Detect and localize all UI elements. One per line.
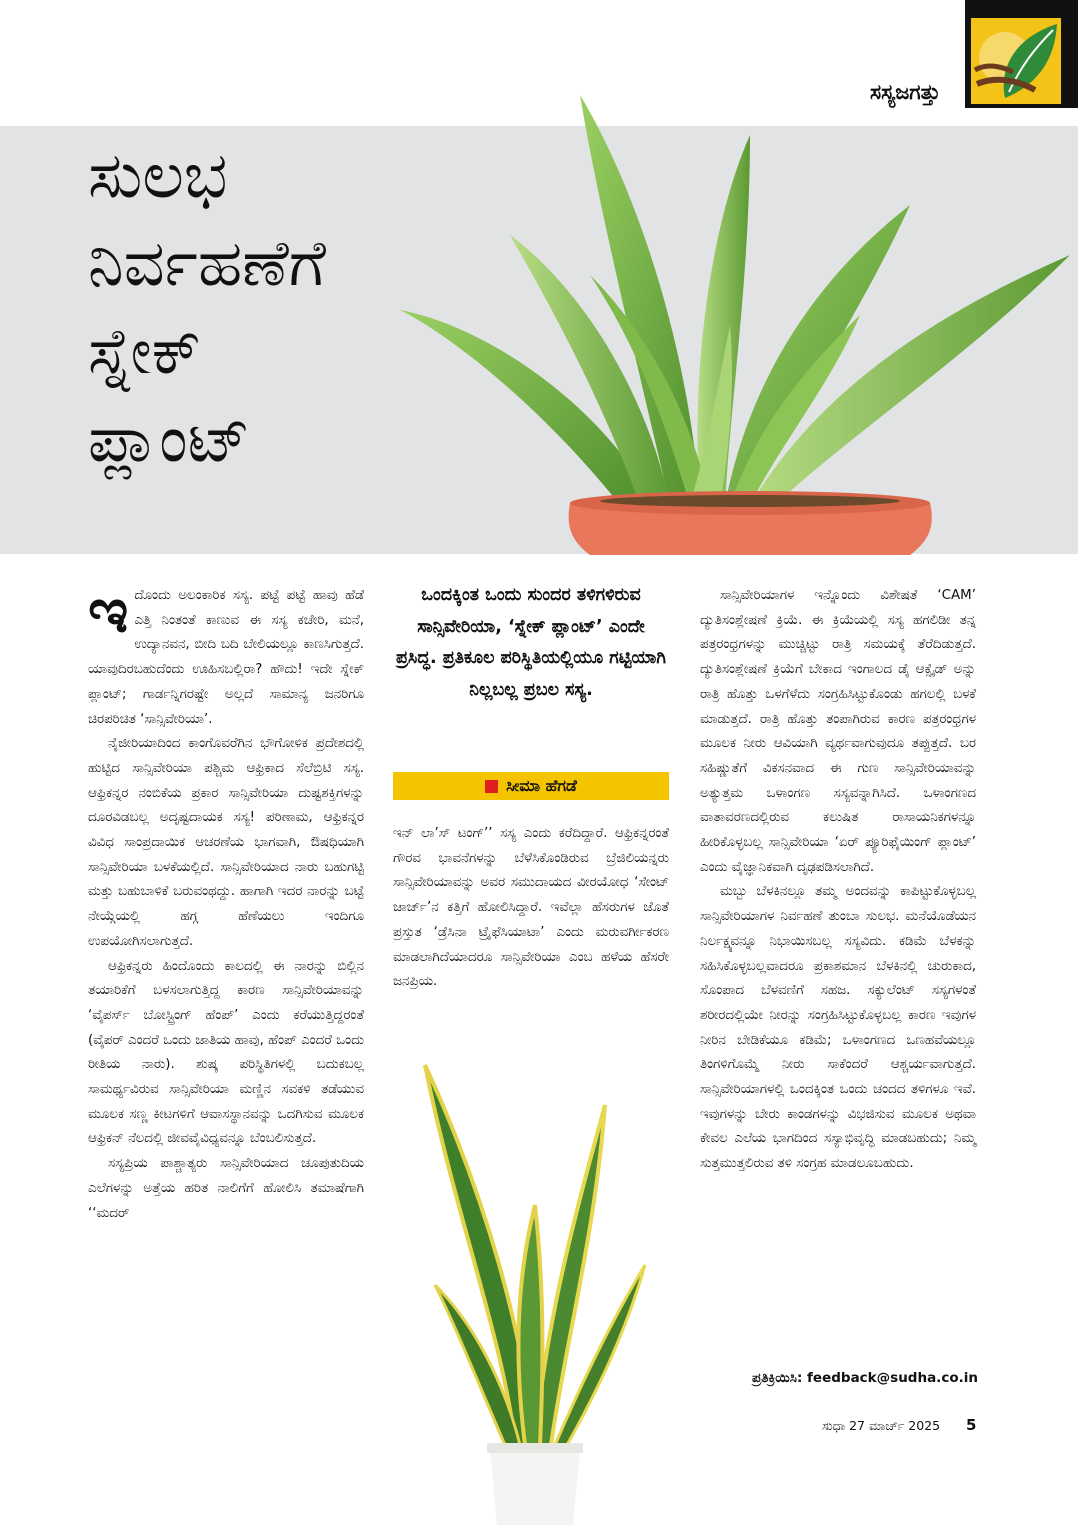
- pull-quote: ಒಂದಕ್ಕಿಂತ ಒಂದು ಸುಂದರ ತಳಿಗಳಿರುವ ಸಾನ್ಸಿವೇರಿಯಾ, ‘ಸ್ನೇಕ್ ಪ್ಲಾಂಟ್’ ಎಂದೇ ಪ್ರಸಿದ್ಧ. ಪ್ರತಿಕೂಲ ಪರಿಸ್ಥಿತಿಯಲ್ಲಿಯೂ ಗಟ್ಟಿಯಾಗಿ ನಿಲ್ಲಬಲ್ಲ ಪ್ರಬಲ ಸಸ್ಯ.: [396, 585, 666, 700]
- paragraph: ಆಫ್ರಿಕನ್ನರು ಹಿಂದೊಂದು ಕಾಲದಲ್ಲಿ ಈ ನಾರನ್ನು ಬಿಲ್ಲಿನ ತಯಾರಿಕೆಗೆ ಬಳಸಲಾಗುತ್ತಿದ್ದ ಕಾರಣ ಸಾನ್ಸಿವೇರಿಯಾವನ್ನು ‘ವೈಪರ್ಸ್ ಬೋಸ್ಟ್ರಿಂಗ್ ಹೆಂಪ್’ ಎಂದು ಕರೆಯುತ್ತಿದ್ದರಂತೆ (ವೈಪರ್ ಎಂದರೆ ಒಂದು ಜಾತಿಯ ಹಾವು, ಹೆಂಪ್ ಎಂದರೆ ಒಂದು ರೀತಿಯ ನಾರು). ಶುಷ್ಕ ಪರಿಸ್ಥಿತಿಗಳಲ್ಲಿ ಬದುಕಬಲ್ಲ ಸಾಮರ್ಥ್ಯವಿರುವ ಸಾನ್ಸಿವೇರಿಯಾ ಮಣ್ಣಿನ ಸವಕಳಿ ತಡೆಯುವ ಮೂಲಕ ಸಣ್ಣ ಕೀಟಗಳಿಗೆ ಆವಾಸಸ್ಥಾನವನ್ನು ಒದಗಿಸುವ ಮೂಲಕ ಆಫ್ರಿಕನ್ ನೆಲದಲ್ಲಿ ಜೀವವೈವಿಧ್ಯವನ್ನೂ ಬೆಂಬಲಿಸುತ್ತದೆ.: [88, 958, 364, 1147]
- headline-line-3: ಸ್ನೇಕ್: [88, 315, 202, 389]
- byline-marker: [485, 780, 498, 793]
- paragraph-text: ದೊಂದು ಅಲಂಕಾರಿಕ ಸಸ್ಯ. ಪಟ್ಟೆ ಪಟ್ಟೆ ಹಾವು ಹೆಡೆ ಎತ್ತಿ ನಿಂತಂತೆ ಕಾಣುವ ಈ ಸಸ್ಯ ಕಚೇರಿ, ಮನೆ, ಉದ್ಯಾನವನ, ಬೀದಿ ಬದಿ ಬೇಲಿಯಲ್ಲೂ ಕಾಣಸಿಗುತ್ತದೆ. ಯಾವುದಿರಬಹುದೆಂದು ಊಹಿಸಬಲ್ಲಿರಾ? ಹೌದು! ಇದೇ ಸ್ನೇಕ್ ಪ್ಲಾಂಟ್; ಗಾರ್ಡನ್ನಿಗರಷ್ಟೇ ಅಲ್ಲದೆ ಸಾಮಾನ್ಯ ಜನರಿಗೂ ಚಿರಪರಿಚಿತ ‘ಸಾನ್ಸಿವೇರಿಯಾ’.: [88, 588, 364, 727]
- article-column-3: [700, 584, 976, 1177]
- headline-line-2: ನಿರ್ವಹಣೆಗೆ: [88, 227, 326, 301]
- paragraph: ನೈಜೀರಿಯಾದಿಂದ ಕಾಂಗೊವರೆಗಿನ ಭೌಗೋಳಿಕ ಪ್ರದೇಶದಲ್ಲಿ ಹುಟ್ಟಿದ ಸಾನ್ಸಿವೇರಿಯಾ ಪಶ್ಚಿಮ ಆಫ್ರಿಕಾದ ಸೆಲೆಬ್ರಿಟಿ ಸಸ್ಯ. ಆಫ್ರಿಕನ್ನರ ನಂಬಿಕೆಯ ಪ್ರಕಾರ ಸಾನ್ಸಿವೇರಿಯಾ ದುಷ್ಟಶಕ್ತಿಗಳನ್ನು ದೂರವಿಡಬಲ್ಲ ಅದೃಷ್ಟದಾಯಕ ಸಸ್ಯ! ಪರಿಣಾಮ, ಆಫ್ರಿಕನ್ನರ ವಿವಿಧ ಸಾಂಪ್ರದಾಯಿಕ ಆಚರಣೆಯ ಭಾಗವಾಗಿ, ಔಷಧಿಯಾಗಿ ಸಾನ್ಸಿವೇರಿಯಾ ಬಳಕೆಯಲ್ಲಿದೆ. ಸಾನ್ಸಿವೇರಿಯಾದ ನಾರು ಬಹುಗಟ್ಟಿ ಮತ್ತು ಬಹುಬಾಳಿಕೆ ಬರುವಂಥದ್ದು. ಹಾಗಾಗಿ ಇದರ ನಾರನ್ನು ಬಟ್ಟೆ ನೇಯ್ಗೆಯಲ್ಲಿ ಹಗ್ಗ ಹೆಣೆಯಲು ಇಂದಿಗೂ ಉಪಯೋಗಿಸಲಾಗುತ್ತದೆ.: [88, 736, 364, 949]
- feedback-line: ಪ್ರತಿಕ್ರಿಯಿಸಿ: feedback@sudha.co.in: [752, 1370, 978, 1386]
- headline-line-4: ಪ್ಲಾಂಟ್: [88, 403, 251, 477]
- footer-publication-date: ಸುಧಾ 27 ಮಾರ್ಚ್ 2025: [822, 1418, 941, 1433]
- snake-plant-photo: [390, 75, 1078, 555]
- byline: ಸೀಮಾ ಹೆಗಡೆ: [506, 776, 577, 795]
- paragraph: ಮಬ್ಬು ಬೆಳಕಿನಲ್ಲೂ ತಮ್ಮ ಅಂದವನ್ನು ಕಾಪಿಟ್ಟುಕೊಳ್ಳಬಲ್ಲ ಸಾನ್ಸಿವೇರಿಯಾಗಳ ನಿರ್ವಹಣೆ ತುಂಬಾ ಸುಲಭ. ಮನೆಯೊಡೆಯನ ನಿರ್ಲಕ್ಷ್ಯವನ್ನೂ ನಿಭಾಯಿಸಬಲ್ಲ ಸಸ್ಯವಿದು. ಕಡಿಮೆ ಬೆಳಕನ್ನು ಸಹಿಸಿಕೊಳ್ಳಬಲ್ಲವಾದರೂ ಪ್ರಕಾಶಮಾನ ಬೆಳಕಿನಲ್ಲಿ ಚುರುಕಾದ, ಸೊಂಪಾದ ಬೆಳವಣಿಗೆ ಸಹಜ. ಸಕ್ಯುಲೆಂಟ್ ಸಸ್ಯಗಳಂತೆ ಶರೀರದಲ್ಲಿಯೇ ನೀರನ್ನು ಸಂಗ್ರಹಿಸಿಟ್ಟುಕೊಳ್ಳಬಲ್ಲ ಕಾರಣ ಇವುಗಳ ನೀರಿನ ಬೇಡಿಕೆಯೂ ಕಡಿಮೆ; ಒಳಾಂಗಣದ ಒಣಹವೆಯಲ್ಲೂ ತಿಂಗಳಿಗೊಮ್ಮೆ ನೀರು ಸಾಕೆಂದರೆ ಆಶ್ಚರ್ಯವಾಗುತ್ತದೆ. ಸಾನ್ಸಿವೇರಿಯಾಗಳಲ್ಲಿ ಒಂದಕ್ಕಿಂತ ಒಂದು ಚಂದದ ತಳಿಗಳೂ ಇವೆ. ಇವುಗಳನ್ನು ಬೇರು ಕಾಂಡಗಳನ್ನು ವಿಭಜಿಸುವ ಮೂಲಕ ಅಥವಾ ಕೇವಲ ಎಲೆಯ ಭಾಗದಿಂದ ಸಸ್ಯಾಭಿವೃದ್ಧಿ ಮಾಡಬಹುದು; ನಿಮ್ಮ ಸುತ್ತಮುತ್ತಲಿರುವ ತಳಿ ಸಂಗ್ರಹ ಮಾಡಲೂಬಹುದು.: [700, 884, 976, 1172]
- dropcap: ಇ: [88, 574, 129, 647]
- section-label: ಸಸ್ಯಜಗತ್ತು: [870, 80, 941, 104]
- article-column-1: [88, 574, 364, 1226]
- article-column-2: [393, 822, 669, 995]
- page-number: 5: [966, 1416, 977, 1434]
- paragraph: ಸಾನ್ಸಿವೇರಿಯಾಗಳ ಇನ್ನೊಂದು ವಿಶೇಷತೆ ‘CAM’ ದ್ಯುತಿಸಂಶ್ಲೇಷಣೆ ಕ್ರಿಯೆ. ಈ ಕ್ರಿಯೆಯಲ್ಲಿ ಸಸ್ಯ ಹಗಲಿಡೀ ತನ್ನ ಪತ್ರರಂಧ್ರಗಳನ್ನು ಮುಚ್ಚಿಟ್ಟು ರಾತ್ರಿ ಸಮಯಕ್ಕೆ ತೆರೆದಿಡುತ್ತದೆ. ದ್ಯುತಿಸಂಶ್ಲೇಷಣೆ ಕ್ರಿಯೆಗೆ ಬೇಕಾದ ಇಂಗಾಲದ ಡೈ ಆಕ್ಸೈಡ್ ಅನ್ನು ರಾತ್ರಿ ಹೊತ್ತು ಒಳಗೆಳೆದು ಸಂಗ್ರಹಿಸಿಟ್ಟುಕೊಂಡು ಹಗಲಲ್ಲಿ ಬಳಕೆ ಮಾಡುತ್ತದೆ. ರಾತ್ರಿ ಹೊತ್ತು ತಂಪಾಗಿರುವ ಕಾರಣ ಪತ್ರರಂಧ್ರಗಳ ಮೂಲಕ ನೀರು ಆವಿಯಾಗಿ ವ್ಯರ್ಥವಾಗುವುದೂ ತಪ್ಪುತ್ತದೆ. ಬರ ಸಹಿಷ್ಣುತೆಗೆ ವಿಕಸನವಾದ ಈ ಗುಣ ಸಾನ್ಸಿವೇರಿಯಾವನ್ನು ಅತ್ಯುತ್ತಮ ಒಳಾಂಗಣ ಸಸ್ಯವನ್ನಾಗಿಸಿದೆ. ಒಳಾಂಗಣದ ವಾತಾವರಣದಲ್ಲಿರುವ ಕಲುಷಿತ ರಾಸಾಯನಿಕಗಳನ್ನೂ ಹೀರಿಕೊಳ್ಳಬಲ್ಲ ಸಾನ್ಸಿವೇರಿಯಾ ‘ಏರ್ ಪ್ಯೂರಿಫೈಯಿಂಗ್ ಪ್ಲಾಂಟ್’ ಎಂದು ವೈಜ್ಞಾನಿಕವಾಗಿ ದೃಢಪಡಿಸಲಾಗಿದೆ.: [700, 588, 976, 875]
- byline-bar: [393, 772, 669, 800]
- paragraph: ಇನ್ ಲಾ’ಸ್ ಟಂಗ್’’ ಸಸ್ಯ ಎಂದು ಕರೆದಿದ್ದಾರೆ. ಆಫ್ರಿಕನ್ನರಂತೆ ಗೌರವ ಭಾವನೆಗಳನ್ನು ಬೆಳೆಸಿಕೊಂಡಿರುವ ಬ್ರೆಜಿಲಿಯನ್ನರು ಸಾನ್ಸಿವೇರಿಯಾವನ್ನು ಅವರ ಸಮುದಾಯದ ವೀರಯೋಧ ‘ಸೇಂಟ್ ಜಾರ್ಜ್’ನ ಕತ್ತಿಗೆ ಹೋಲಿಸಿದ್ದಾರೆ. ಇವೆಲ್ಲಾ ಹೆಸರುಗಳ ಜೊತೆ ಪ್ರಸ್ತುತ ‘ಡ್ರೆಸಿನಾ ಟ್ರೈಫೆಸಿಯಾಟಾ’ ಎಂದು ಮರುವರ್ಗೀಕರಣ ಮಾಡಲಾಗಿದೆಯಾದರೂ ಸಾನ್ಸಿವೇರಿಯಾ ಎಂಬ ಹಳೆಯ ಹೆಸರೇ ಜನಪ್ರಿಯ.: [393, 826, 669, 990]
- variegated-snake-plant-photo: [395, 1045, 675, 1525]
- paragraph: ಸಸ್ಯಪ್ರಿಯ ಪಾಶ್ಚಾತ್ಯರು ಸಾನ್ಸಿವೇರಿಯಾದ ಚೂಪುತುದಿಯ ಎಲೆಗಳನ್ನು ಅತ್ತೆಯ ಹರಿತ ನಾಲಿಗೆಗೆ ಹೋಲಿಸಿ ತಮಾಷೆಗಾಗಿ ‘‘ಮದರ್: [88, 1156, 364, 1221]
- paragraph: [88, 574, 364, 732]
- headline-line-1: ಸುಲಭ: [88, 139, 228, 213]
